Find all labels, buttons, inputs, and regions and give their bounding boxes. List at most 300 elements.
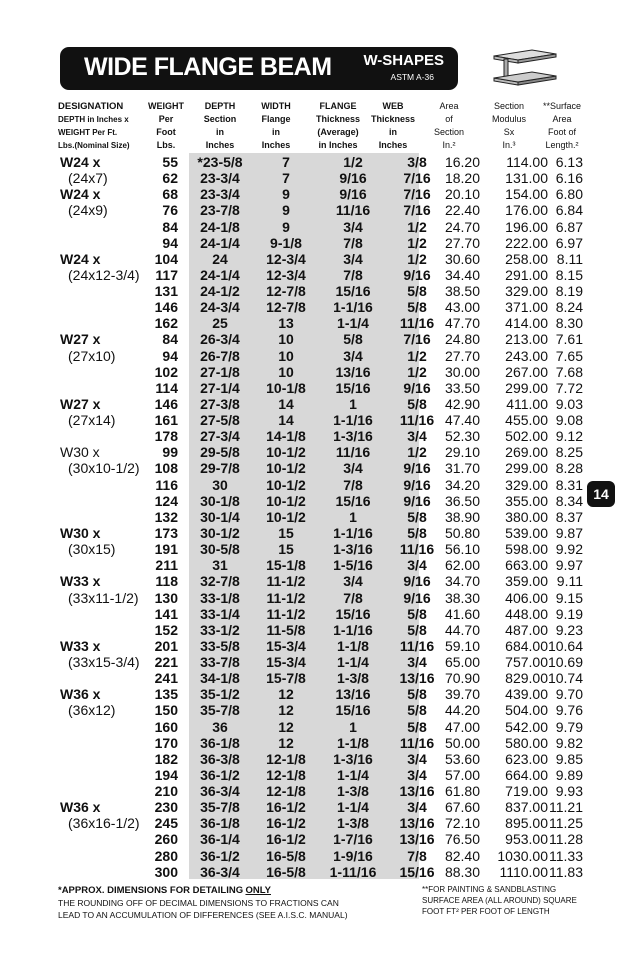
designation-cell: (30x10-1/2) (68, 460, 140, 477)
width-cell: 12 (278, 718, 294, 735)
header-line: WEIGHT Per Ft. (58, 128, 118, 137)
area-cell: 38.50 (444, 283, 480, 300)
designation-cell: (30x15) (68, 541, 116, 558)
web-thickness-cell: 13/16 (399, 831, 435, 848)
section-modulus-cell: 623.00 (505, 750, 548, 767)
depth-cell: 30 (212, 476, 228, 493)
header-web (364, 100, 422, 152)
flange-thickness-cell: 1-3/8 (337, 815, 369, 832)
width-cell: 11-1/2 (266, 589, 306, 606)
width-cell: 9 (282, 186, 290, 203)
surface-area-cell: 9.70 (555, 686, 583, 703)
flange-thickness-cell: 1-7/16 (333, 831, 373, 848)
weight-cell: 194 (154, 766, 178, 783)
width-cell: 10-1/2 (266, 444, 306, 461)
surface-area-cell: 8.15 (555, 266, 583, 283)
flange-thickness-cell: 15/16 (335, 379, 371, 396)
section-modulus-cell: 719.00 (505, 783, 548, 800)
width-cell: 7 (282, 154, 290, 170)
area-cell: 30.60 (444, 250, 480, 267)
area-cell: 47.70 (444, 315, 480, 332)
section-modulus-cell: 487.00 (505, 621, 548, 638)
web-thickness-cell: 11/16 (399, 412, 435, 429)
web-thickness-cell: 9/16 (403, 460, 431, 477)
flange-thickness-cell: 1-1/16 (333, 621, 373, 638)
web-thickness-cell: 9/16 (403, 589, 431, 606)
designation-cell: (24x12-3/4) (68, 266, 140, 283)
depth-cell: 27-1/8 (200, 363, 240, 380)
weight-cell: 132 (154, 508, 178, 525)
surface-area-cell: 6.97 (555, 234, 583, 251)
depth-cell: 23-7/8 (200, 202, 240, 219)
header-area (426, 100, 472, 152)
designation-cell: W36 x (60, 686, 101, 703)
surface-area-cell: 11.28 (549, 831, 583, 848)
area-cell: 72.10 (444, 815, 480, 832)
section-modulus-cell: 539.00 (505, 524, 548, 541)
web-thickness-cell: 7/8 (407, 847, 427, 864)
weight-cell: 178 (154, 428, 178, 445)
surface-area-cell: 11.83 (549, 863, 583, 880)
surface-area-cell: 9.11 (556, 573, 583, 590)
width-cell: 10-1/2 (266, 476, 306, 493)
depth-cell: 33-1/2 (200, 621, 240, 638)
area-cell: 39.70 (444, 686, 480, 703)
designation-cell: (27x10) (68, 347, 116, 364)
weight-cell: 94 (162, 234, 178, 251)
web-thickness-cell: 3/4 (407, 654, 427, 671)
header-line: of (445, 114, 453, 124)
area-cell: 47.00 (444, 718, 480, 735)
flange-thickness-cell: 1-3/8 (337, 670, 369, 687)
designation-cell: W24 x (60, 154, 101, 170)
flange-thickness-cell: 1-5/16 (333, 557, 373, 574)
footnote-line: FOOT FT² PER FOOT OF LENGTH (422, 907, 550, 916)
surface-area-cell: 9.08 (555, 412, 583, 429)
flange-thickness-cell: 7/8 (343, 266, 363, 283)
depth-cell: 30-1/2 (200, 524, 240, 541)
surface-area-cell: 9.23 (555, 621, 583, 638)
depth-cell: 24-1/4 (200, 234, 240, 251)
flange-thickness-cell: 15/16 (335, 702, 371, 719)
weight-cell: 146 (154, 299, 178, 316)
title-banner (60, 47, 458, 90)
flange-thickness-cell: 1-11/16 (329, 863, 377, 880)
weight-cell: 118 (155, 573, 178, 590)
designation-cell: (33x15-3/4) (68, 654, 140, 671)
web-thickness-cell: 3/4 (407, 428, 427, 445)
width-cell: 15-7/8 (266, 670, 306, 687)
area-cell: 44.70 (444, 621, 480, 638)
weight-cell: 300 (154, 863, 178, 880)
header-line: Length.² (545, 140, 579, 150)
surface-area-cell: 7.61 (555, 331, 583, 348)
web-thickness-cell: 5/8 (407, 299, 427, 316)
designation-cell: W24 x (60, 186, 101, 203)
header-line: in (272, 127, 280, 137)
section-modulus-cell: 1030.00 (497, 847, 548, 864)
weight-cell: 210 (154, 783, 178, 800)
web-thickness-cell: 3/4 (407, 557, 427, 574)
area-cell: 27.70 (444, 347, 480, 364)
area-cell: 36.50 (444, 492, 480, 509)
header-line: Inches (205, 140, 235, 150)
depth-cell: 36-3/4 (200, 863, 240, 880)
section-modulus-cell: 154.00 (505, 186, 548, 203)
area-cell: 42.90 (444, 395, 480, 412)
section-modulus-cell: 664.00 (505, 766, 548, 783)
surface-area-cell: 10.64 (547, 637, 583, 654)
area-cell: 50.80 (444, 524, 480, 541)
web-thickness-cell: 11/16 (399, 734, 435, 751)
depth-cell: 36-3/4 (200, 783, 240, 800)
flange-thickness-cell: 15/16 (335, 605, 371, 622)
web-thickness-cell: 1/2 (407, 234, 427, 251)
depth-cell: 36-1/2 (200, 847, 240, 864)
width-cell: 12-3/4 (266, 266, 306, 283)
header-line: Inches (378, 140, 408, 150)
width-cell: 15 (278, 524, 294, 541)
depth-cell: 36-3/8 (200, 750, 240, 767)
weight-cell: 173 (154, 524, 178, 541)
shape-label: W-SHAPES (363, 52, 444, 69)
width-cell: 7 (282, 170, 290, 187)
depth-cell: 29-7/8 (200, 460, 240, 477)
surface-area-cell: 9.97 (555, 557, 583, 574)
web-thickness-cell: 5/8 (407, 283, 427, 300)
flange-thickness-cell: 1-3/8 (337, 783, 369, 800)
table-row (58, 863, 583, 881)
depth-cell: 33-7/8 (200, 654, 240, 671)
area-cell: 56.10 (444, 541, 480, 558)
depth-cell: 31 (212, 557, 228, 574)
weight-cell: 280 (154, 847, 178, 864)
flange-thickness-cell: 11/16 (335, 202, 371, 219)
width-cell: 12 (278, 702, 294, 719)
weight-cell: 102 (154, 363, 178, 380)
depth-cell: 24-3/4 (200, 299, 240, 316)
weight-cell: 152 (154, 621, 178, 638)
area-cell: 33.50 (444, 379, 480, 396)
flange-thickness-cell: 1-1/4 (337, 766, 369, 783)
weight-cell: 141 (154, 605, 178, 622)
width-cell: 16-5/8 (266, 847, 306, 864)
area-cell: 18.20 (444, 170, 480, 187)
header-line: WIDTH (261, 101, 291, 111)
depth-cell: 30-1/4 (200, 508, 240, 525)
section-modulus-cell: 502.00 (505, 428, 548, 445)
flange-thickness-cell: 3/4 (343, 573, 363, 590)
depth-cell: 35-7/8 (200, 702, 240, 719)
flange-thickness-cell: 1-1/4 (337, 315, 369, 332)
depth-cell: 36-1/2 (200, 766, 240, 783)
header-line: Section (433, 127, 465, 137)
weight-cell: 114 (155, 379, 178, 396)
header-line: In.³ (502, 140, 516, 150)
weight-cell: 130 (154, 589, 178, 606)
header-line: Modulus (491, 114, 527, 124)
section-modulus-cell: 504.00 (505, 702, 548, 719)
depth-cell: 33-1/8 (200, 589, 240, 606)
surface-area-cell: 10.74 (547, 670, 583, 687)
width-cell: 10-1/2 (266, 460, 306, 477)
web-thickness-cell: 5/8 (407, 702, 427, 719)
section-modulus-cell: 329.00 (505, 476, 548, 493)
flange-thickness-cell: 1-1/4 (337, 654, 369, 671)
footnote-only: ONLY (245, 885, 271, 896)
width-cell: 14 (278, 395, 294, 412)
flange-thickness-cell: 9/16 (339, 186, 367, 203)
designation-cell: W30 x (60, 444, 100, 461)
section-modulus-cell: 222.00 (505, 234, 548, 251)
weight-cell: 84 (162, 331, 178, 348)
area-cell: 34.40 (444, 266, 480, 283)
depth-cell: 26-3/4 (200, 331, 240, 348)
depth-cell: 24-1/8 (200, 218, 240, 235)
header-line: Lbs.(Nominal Size) (58, 141, 130, 150)
width-cell: 10 (278, 331, 294, 348)
section-modulus-cell: 258.00 (505, 250, 548, 267)
flange-thickness-cell: 1 (349, 508, 357, 525)
depth-cell: 24-1/4 (200, 266, 240, 283)
section-modulus-cell: 542.00 (505, 718, 548, 735)
area-cell: 16.20 (444, 154, 480, 170)
web-thickness-cell: 1/2 (407, 444, 427, 461)
surface-area-cell: 7.68 (555, 363, 583, 380)
section-modulus-cell: 1110.00 (499, 863, 548, 880)
web-thickness-cell: 7/16 (403, 202, 431, 219)
weight-cell: 55 (162, 154, 178, 170)
weight-cell: 211 (155, 557, 178, 574)
header-line: Area (552, 114, 572, 124)
width-cell: 16-1/2 (266, 815, 306, 832)
width-cell: 15-1/8 (266, 557, 306, 574)
width-cell: 9 (282, 218, 290, 235)
surface-area-cell: 9.15 (555, 589, 583, 606)
section-modulus-cell: 829.00 (505, 670, 548, 687)
depth-cell: 36-1/4 (200, 831, 240, 848)
depth-cell: *23-5/8 (197, 154, 243, 170)
depth-cell: 36-1/8 (200, 734, 240, 751)
weight-cell: 161 (154, 412, 178, 429)
surface-area-cell: 9.82 (555, 734, 583, 751)
surface-area-cell: 9.76 (555, 702, 583, 719)
depth-cell: 23-3/4 (200, 170, 240, 187)
web-thickness-cell: 13/16 (399, 783, 435, 800)
weight-cell: 124 (154, 492, 178, 509)
area-cell: 82.40 (444, 847, 480, 864)
designation-cell: (24x7) (68, 170, 108, 187)
flange-thickness-cell: 1 (349, 395, 357, 412)
weight-cell: 116 (155, 476, 178, 493)
section-modulus-cell: 448.00 (505, 605, 548, 622)
width-cell: 13 (278, 315, 294, 332)
header-line: (Average) (317, 127, 359, 137)
flange-thickness-cell: 7/8 (343, 234, 363, 251)
surface-area-cell: 7.65 (555, 347, 583, 364)
section-modulus-cell: 267.00 (505, 363, 548, 380)
area-cell: 38.90 (444, 508, 480, 525)
designation-cell: (36x16-1/2) (68, 815, 140, 832)
footnote-right (422, 884, 592, 917)
area-cell: 88.30 (444, 863, 480, 880)
header-depth (193, 100, 247, 152)
header-surface (536, 100, 588, 152)
depth-cell: 29-5/8 (200, 444, 240, 461)
header-line: Foot of (547, 127, 576, 137)
header-line: in Inches (318, 140, 358, 150)
weight-cell: 108 (154, 460, 178, 477)
web-thickness-cell: 5/8 (407, 686, 427, 703)
designation-cell: W33 x (60, 573, 101, 590)
surface-area-cell: 8.24 (555, 299, 583, 316)
weight-cell: 230 (154, 799, 178, 816)
section-modulus-cell: 580.00 (505, 734, 548, 751)
header-line: DESIGNATION (58, 101, 124, 112)
section-modulus-cell: 439.00 (505, 686, 548, 703)
surface-area-cell: 9.89 (555, 766, 583, 783)
footnote-left (58, 884, 398, 921)
flange-thickness-cell: 1-1/16 (333, 412, 373, 429)
width-cell: 14 (278, 412, 294, 429)
web-thickness-cell: 5/8 (407, 524, 427, 541)
width-cell: 15-3/4 (266, 654, 306, 671)
weight-cell: 99 (162, 444, 178, 461)
surface-area-cell: 9.93 (555, 783, 583, 800)
weight-cell: 84 (162, 218, 178, 235)
width-cell: 11-1/2 (266, 605, 306, 622)
depth-cell: 35-1/2 (200, 686, 240, 703)
header-line: Section (493, 101, 525, 111)
flange-thickness-cell: 1/2 (343, 154, 363, 170)
footnote-line: SURFACE AREA (ALL AROUND) SQUARE (422, 896, 577, 905)
depth-cell: 32-7/8 (200, 573, 240, 590)
area-cell: 47.40 (444, 412, 480, 429)
area-cell: 27.70 (444, 234, 480, 251)
web-thickness-cell: 11/16 (399, 315, 435, 332)
width-cell: 10-1/2 (266, 508, 306, 525)
width-cell: 12-7/8 (266, 283, 306, 300)
depth-cell: 36 (212, 718, 228, 735)
depth-cell: 27-5/8 (200, 412, 240, 429)
header-designation (58, 100, 130, 152)
web-thickness-cell: 13/16 (399, 815, 435, 832)
header-line: Foot (156, 127, 176, 137)
area-cell: 20.10 (444, 186, 480, 203)
surface-area-cell: 6.13 (555, 154, 583, 170)
weight-cell: 241 (154, 670, 178, 687)
surface-area-cell: 8.30 (555, 315, 583, 332)
surface-area-cell: 9.12 (555, 428, 583, 445)
section-modulus-cell: 299.00 (505, 460, 548, 477)
flange-thickness-cell: 1-3/16 (333, 541, 373, 558)
weight-cell: 182 (154, 750, 178, 767)
surface-area-cell: 10.69 (547, 654, 583, 671)
footnote-line: **FOR PAINTING & SANDBLASTING (422, 885, 557, 894)
web-thickness-cell: 7/16 (403, 186, 431, 203)
designation-cell: W36 x (60, 799, 101, 816)
depth-cell: 36-1/8 (200, 815, 240, 832)
weight-cell: 135 (154, 686, 178, 703)
flange-thickness-cell: 7/8 (343, 589, 363, 606)
web-thickness-cell: 5/8 (407, 508, 427, 525)
header-line: FLANGE (319, 101, 357, 111)
width-cell: 11-1/2 (266, 573, 306, 590)
section-modulus-cell: 598.00 (505, 541, 548, 558)
page-title: WIDE FLANGE BEAM (84, 53, 332, 81)
weight-cell: 160 (154, 718, 178, 735)
header-line: WEB (382, 101, 404, 111)
area-cell: 22.40 (444, 202, 480, 219)
flange-thickness-cell: 1-1/16 (333, 524, 373, 541)
weight-cell: 117 (155, 266, 178, 283)
depth-cell: 30-5/8 (200, 541, 240, 558)
weight-cell: 150 (154, 702, 178, 719)
surface-area-cell: 9.92 (555, 541, 583, 558)
web-thickness-cell: 1/2 (407, 250, 427, 267)
header-line: In.² (442, 140, 456, 150)
depth-cell: 27-3/8 (200, 395, 240, 412)
surface-area-cell: 8.19 (555, 283, 583, 300)
section-modulus-cell: 414.00 (505, 315, 548, 332)
area-cell: 61.80 (444, 783, 480, 800)
section-modulus-cell: 355.00 (505, 492, 548, 509)
area-cell: 50.00 (444, 734, 480, 751)
area-cell: 34.20 (444, 476, 480, 493)
header-line: Inches (261, 140, 291, 150)
section-modulus-cell: 359.00 (505, 573, 548, 590)
web-thickness-cell: 1/2 (407, 347, 427, 364)
width-cell: 12 (278, 686, 294, 703)
designation-cell: W27 x (60, 395, 101, 412)
surface-area-cell: 8.34 (555, 492, 583, 509)
weight-cell: 201 (154, 637, 178, 654)
area-cell: 30.00 (444, 363, 480, 380)
depth-cell: 35-7/8 (200, 799, 240, 816)
depth-cell: 24-1/2 (200, 283, 240, 300)
weight-cell: 170 (154, 734, 178, 751)
width-cell: 11-5/8 (266, 621, 306, 638)
section-modulus-cell: 213.00 (505, 331, 548, 348)
i-beam-icon (492, 48, 558, 88)
section-modulus-cell: 371.00 (505, 299, 548, 316)
web-thickness-cell: 13/16 (399, 670, 435, 687)
footnote-line: LEAD TO AN ACCUMULATION OF DIFFERENCES (SEE A.I.S.C. MANUAL) (58, 910, 348, 920)
weight-cell: 221 (154, 654, 178, 671)
web-thickness-cell: 7/16 (403, 170, 431, 187)
surface-area-cell: 9.03 (555, 395, 583, 412)
header-width (250, 100, 302, 152)
designation-cell: W24 x (60, 250, 101, 267)
section-modulus-cell: 411.00 (506, 395, 548, 412)
width-cell: 10 (278, 363, 294, 380)
width-cell: 16-1/2 (266, 799, 306, 816)
section-modulus-cell: 131.00 (505, 170, 548, 187)
weight-cell: 76 (162, 202, 178, 219)
web-thickness-cell: 7/16 (403, 331, 431, 348)
width-cell: 16-1/2 (266, 831, 306, 848)
flange-thickness-cell: 1-9/16 (333, 847, 373, 864)
designation-cell: (27x14) (68, 412, 116, 429)
width-cell: 15 (278, 541, 294, 558)
flange-thickness-cell: 1-1/8 (337, 637, 369, 654)
web-thickness-cell: 1/2 (407, 363, 427, 380)
weight-cell: 162 (154, 315, 178, 332)
weight-cell: 260 (154, 831, 178, 848)
header-line: Area (439, 101, 459, 111)
flange-thickness-cell: 1-3/16 (333, 428, 373, 445)
area-cell: 65.00 (444, 654, 480, 671)
